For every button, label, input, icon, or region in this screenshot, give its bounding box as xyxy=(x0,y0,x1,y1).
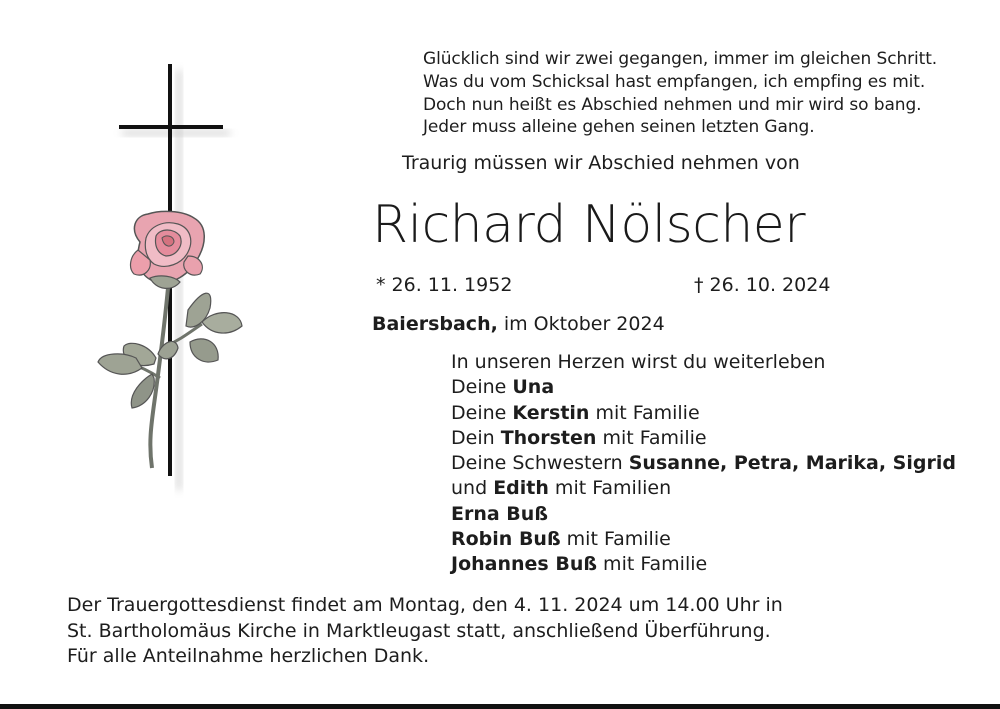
service-info xyxy=(67,593,783,670)
cross-rose-artwork xyxy=(90,60,260,500)
family-row: In unseren Herzen wirst du weiterleben xyxy=(451,351,826,373)
family-row: Johannes Buß mit Familie xyxy=(451,553,708,576)
poem-line: Was du vom Schicksal hast empfangen, ich empfing es mit. xyxy=(423,71,926,92)
family-row: Deine Kerstin mit Familie xyxy=(451,401,700,424)
bottom-border xyxy=(0,704,1000,709)
service-line: Für alle Anteilnahme herzlichen Dank. xyxy=(67,645,430,667)
family-list xyxy=(451,350,956,578)
family-row: Dein Thorsten mit Familie xyxy=(451,426,707,449)
poem xyxy=(423,48,983,139)
family-row: Robin Buß mit Familie xyxy=(451,528,671,551)
deceased-name: Richard Nölscher xyxy=(372,195,806,255)
intro-text: Traurig müssen wir Abschied nehmen von xyxy=(402,152,800,174)
poem-line: Glücklich sind wir zwei gegangen, immer im gleichen Schritt. xyxy=(423,49,938,69)
poem-line: Jeder muss alleine gehen seinen letzten Gang. xyxy=(423,117,815,138)
family-row: Deine Schwestern Susanne, Petra, Marika, Sigrid xyxy=(451,452,956,475)
birth-date: * 26. 11. 1952 xyxy=(376,274,513,296)
family-row: Deine Una xyxy=(451,376,555,399)
service-line: St. Bartholomäus Kirche in Marktleugast statt, anschließend Überführung. xyxy=(67,619,771,642)
death-date: † 26. 10. 2024 xyxy=(694,274,831,296)
family-row: und Edith mit Familien xyxy=(451,477,672,500)
service-line: Der Trauergottesdienst findet am Montag, den 4. 11. 2024 um 14.00 Uhr in xyxy=(67,594,783,616)
date-text: im Oktober 2024 xyxy=(497,313,665,335)
place-date-line xyxy=(372,313,665,335)
poem-line: Doch nun heißt es Abschied nehmen und mir wird so bang. xyxy=(423,94,922,115)
place-name: Baiersbach, xyxy=(372,313,498,335)
family-row: Erna Buß xyxy=(451,502,548,525)
